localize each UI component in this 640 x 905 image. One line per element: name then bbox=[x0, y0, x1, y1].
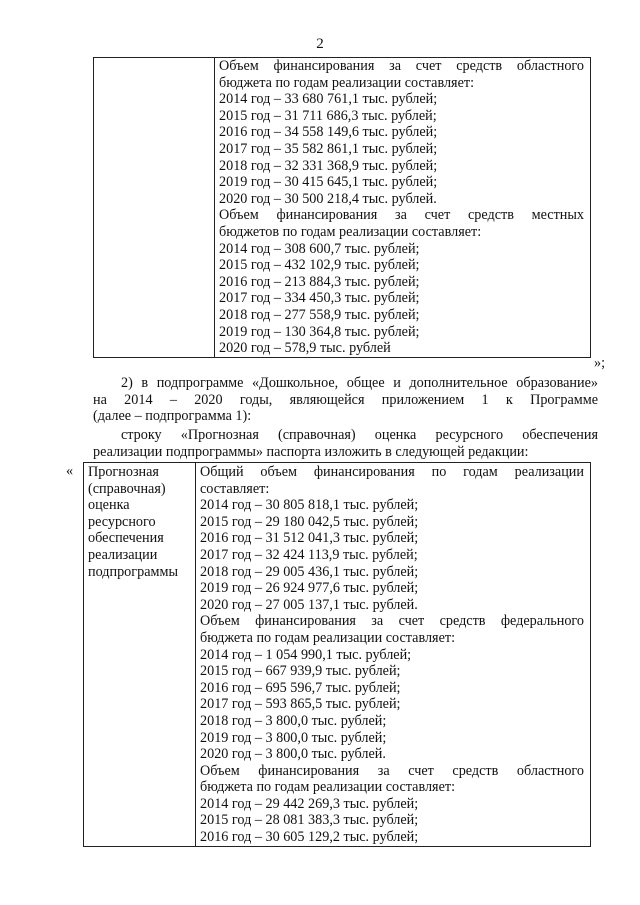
regional-year-2015: 2015 год – 31 711 686,3 тыс. рублей; bbox=[219, 107, 437, 124]
regional-year-2018: 2018 год – 32 331 368,9 тыс. рублей; bbox=[219, 157, 438, 174]
paragraph2-line3: (далее – подпрограмма 1): bbox=[93, 408, 252, 425]
regional-year-2017: 2017 год – 35 582 861,1 тыс. рублей; bbox=[219, 140, 438, 157]
passport-table-continued bbox=[93, 57, 591, 358]
row-title-line2: (справочная) bbox=[88, 480, 166, 497]
paragraph3-line1: строку «Прогнозная (справочная) оценка ресурсного обеспечения bbox=[121, 427, 598, 443]
regional-heading-line1: Объем финансирования за счет средств областного bbox=[200, 762, 584, 779]
total-heading-line2: составляет: bbox=[200, 480, 270, 497]
total-year-2016: 2016 год – 31 512 041,3 тыс. рублей; bbox=[200, 530, 419, 547]
federal-year-2017: 2017 год – 593 865,5 тыс. рублей; bbox=[200, 696, 401, 713]
local-year-2015: 2015 год – 432 102,9 тыс. рублей; bbox=[219, 257, 420, 274]
local-year-2018: 2018 год – 277 558,9 тыс. рублей; bbox=[219, 306, 420, 323]
total-year-2014: 2014 год – 30 805 818,1 тыс. рублей; bbox=[200, 497, 419, 514]
regional-year-2020: 2020 год – 30 500 218,4 тыс. рублей. bbox=[219, 190, 437, 207]
left-cell-empty bbox=[94, 58, 215, 358]
regional-heading-line2: бюджета по годам реализации составляет: bbox=[200, 779, 456, 796]
total-heading-line1: Общий объем финансирования по годам реализации bbox=[200, 464, 584, 480]
total-year-2017: 2017 год – 32 424 113,9 тыс. рублей; bbox=[200, 546, 418, 563]
local-year-2014: 2014 год – 308 600,7 тыс. рублей; bbox=[219, 240, 420, 257]
left-cell-title bbox=[84, 463, 196, 847]
local-year-2020: 2020 год – 578,9 тыс. рублей bbox=[219, 340, 391, 357]
regional-year-2016: 2016 год – 34 558 149,6 тыс. рублей; bbox=[219, 124, 438, 141]
page-number: 2 bbox=[316, 36, 324, 52]
regional-year-2016: 2016 год – 30 605 129,2 тыс. рублей; bbox=[200, 829, 419, 846]
local-year-2016: 2016 год – 213 884,3 тыс. рублей; bbox=[219, 273, 420, 290]
total-year-2020: 2020 год – 27 005 137,1 тыс. рублей. bbox=[200, 596, 418, 613]
row-title-line5: обеспечения bbox=[88, 530, 164, 547]
row-title-line1: Прогнозная bbox=[88, 464, 159, 480]
federal-year-2020: 2020 год – 3 800,0 тыс. рублей. bbox=[200, 746, 386, 763]
row-title-line7: подпрограммы bbox=[88, 563, 178, 580]
paragraph-replace-row bbox=[93, 427, 598, 460]
right-cell-funding bbox=[196, 463, 591, 847]
local-heading-line1: Объем финансирования за счет средств местных bbox=[219, 207, 584, 224]
regional-year-2015: 2015 год – 28 081 383,3 тыс. рублей; bbox=[200, 812, 419, 829]
total-year-2015: 2015 год – 29 180 042,5 тыс. рублей; bbox=[200, 513, 419, 530]
row-title-line3: оценка bbox=[88, 497, 130, 514]
total-year-2018: 2018 год – 29 005 436,1 тыс. рублей; bbox=[200, 563, 419, 580]
paragraph2-line2: на 2014 – 2020 годы, являющейся приложением 1 к Программе bbox=[93, 391, 598, 408]
federal-heading-line2: бюджета по годам реализации составляет: bbox=[200, 629, 456, 646]
federal-year-2015: 2015 год – 667 939,9 тыс. рублей; bbox=[200, 663, 401, 680]
local-heading-line2: бюджетов по годам реализации составляет: bbox=[219, 223, 482, 240]
row-title-line4: ресурсного bbox=[88, 513, 156, 530]
local-year-2019: 2019 год – 130 364,8 тыс. рублей; bbox=[219, 323, 420, 340]
paragraph-subprogram-1 bbox=[93, 375, 598, 425]
federal-heading-line1: Объем финансирования за счет средств федерального bbox=[200, 613, 584, 630]
local-year-2017: 2017 год – 334 450,3 тыс. рублей; bbox=[219, 290, 420, 307]
federal-year-2018: 2018 год – 3 800,0 тыс. рублей; bbox=[200, 712, 387, 729]
closing-quote-mark: »; bbox=[594, 355, 606, 371]
paragraph2-line1: 2) в подпрограмме «Дошкольное, общее и дополнительное образование» bbox=[121, 375, 598, 391]
row-title-line6: реализации bbox=[88, 546, 158, 563]
regional-year-2014: 2014 год – 29 442 269,3 тыс. рублей; bbox=[200, 795, 419, 812]
federal-year-2019: 2019 год – 3 800,0 тыс. рублей; bbox=[200, 729, 387, 746]
total-year-2019: 2019 год – 26 924 977,6 тыс. рублей; bbox=[200, 580, 419, 597]
passport-table-subprogram-1 bbox=[83, 462, 591, 847]
right-cell-funding bbox=[215, 58, 591, 358]
federal-year-2014: 2014 год – 1 054 990,1 тыс. рублей; bbox=[200, 646, 412, 663]
opening-quote-mark: « bbox=[66, 463, 74, 479]
regional-heading-line2: бюджета по годам реализации составляет: bbox=[219, 74, 475, 91]
regional-year-2014: 2014 год – 33 680 761,1 тыс. рублей; bbox=[219, 91, 438, 108]
regional-heading-line1: Объем финансирования за счет средств областного bbox=[219, 58, 584, 74]
regional-year-2019: 2019 год – 30 415 645,1 тыс. рублей; bbox=[219, 174, 438, 191]
paragraph3-line2: реализации подпрограммы» паспорта изложить в следующей редакции: bbox=[93, 443, 529, 460]
federal-year-2016: 2016 год – 695 596,7 тыс. рублей; bbox=[200, 679, 401, 696]
